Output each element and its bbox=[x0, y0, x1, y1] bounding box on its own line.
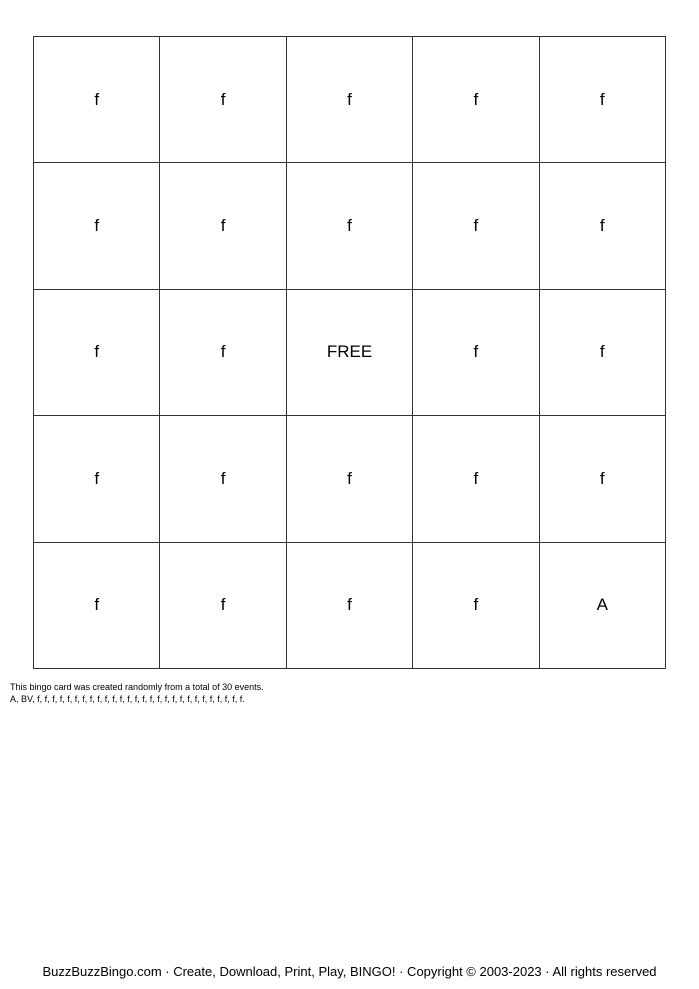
bingo-cell: f bbox=[160, 543, 286, 669]
bingo-cell: f bbox=[34, 290, 160, 416]
bingo-cell: f bbox=[34, 37, 160, 163]
bingo-cell: f bbox=[160, 163, 286, 289]
bingo-cell: f bbox=[287, 163, 413, 289]
bingo-cell: f bbox=[34, 543, 160, 669]
bingo-cell: f bbox=[413, 37, 539, 163]
bingo-cell: f bbox=[160, 290, 286, 416]
bingo-cell: f bbox=[413, 416, 539, 542]
bingo-cell: A bbox=[540, 543, 666, 669]
note-summary: This bingo card was created randomly from a total of 30 events. bbox=[10, 682, 264, 692]
bingo-cell: f bbox=[160, 416, 286, 542]
bingo-cell: f bbox=[34, 163, 160, 289]
bingo-cell: f bbox=[540, 290, 666, 416]
bingo-cell: f bbox=[287, 543, 413, 669]
bingo-cell: f bbox=[160, 37, 286, 163]
bingo-cell: f bbox=[413, 543, 539, 669]
bingo-cell: f bbox=[287, 37, 413, 163]
bingo-cell: f bbox=[540, 37, 666, 163]
note-event-list: A, BV, f, f, f, f, f, f, f, f, f, f, f, f, f, f, f, f, f, f, f, f, f, f, f, f, f, f, f, f. bbox=[10, 694, 245, 704]
bingo-cell: f bbox=[413, 163, 539, 289]
bingo-cell: f bbox=[540, 416, 666, 542]
bingo-card bbox=[33, 36, 666, 669]
bingo-cell: f bbox=[34, 416, 160, 542]
bingo-cell: f bbox=[287, 416, 413, 542]
bingo-cell: f bbox=[540, 163, 666, 289]
bingo-cell-free: FREE bbox=[287, 290, 413, 416]
card-note bbox=[10, 681, 264, 705]
bingo-cell: f bbox=[413, 290, 539, 416]
footer: BuzzBuzzBingo.com · Create, Download, Print, Play, BINGO! · Copyright © 2003-2023 · All rights reserved bbox=[42, 964, 657, 979]
